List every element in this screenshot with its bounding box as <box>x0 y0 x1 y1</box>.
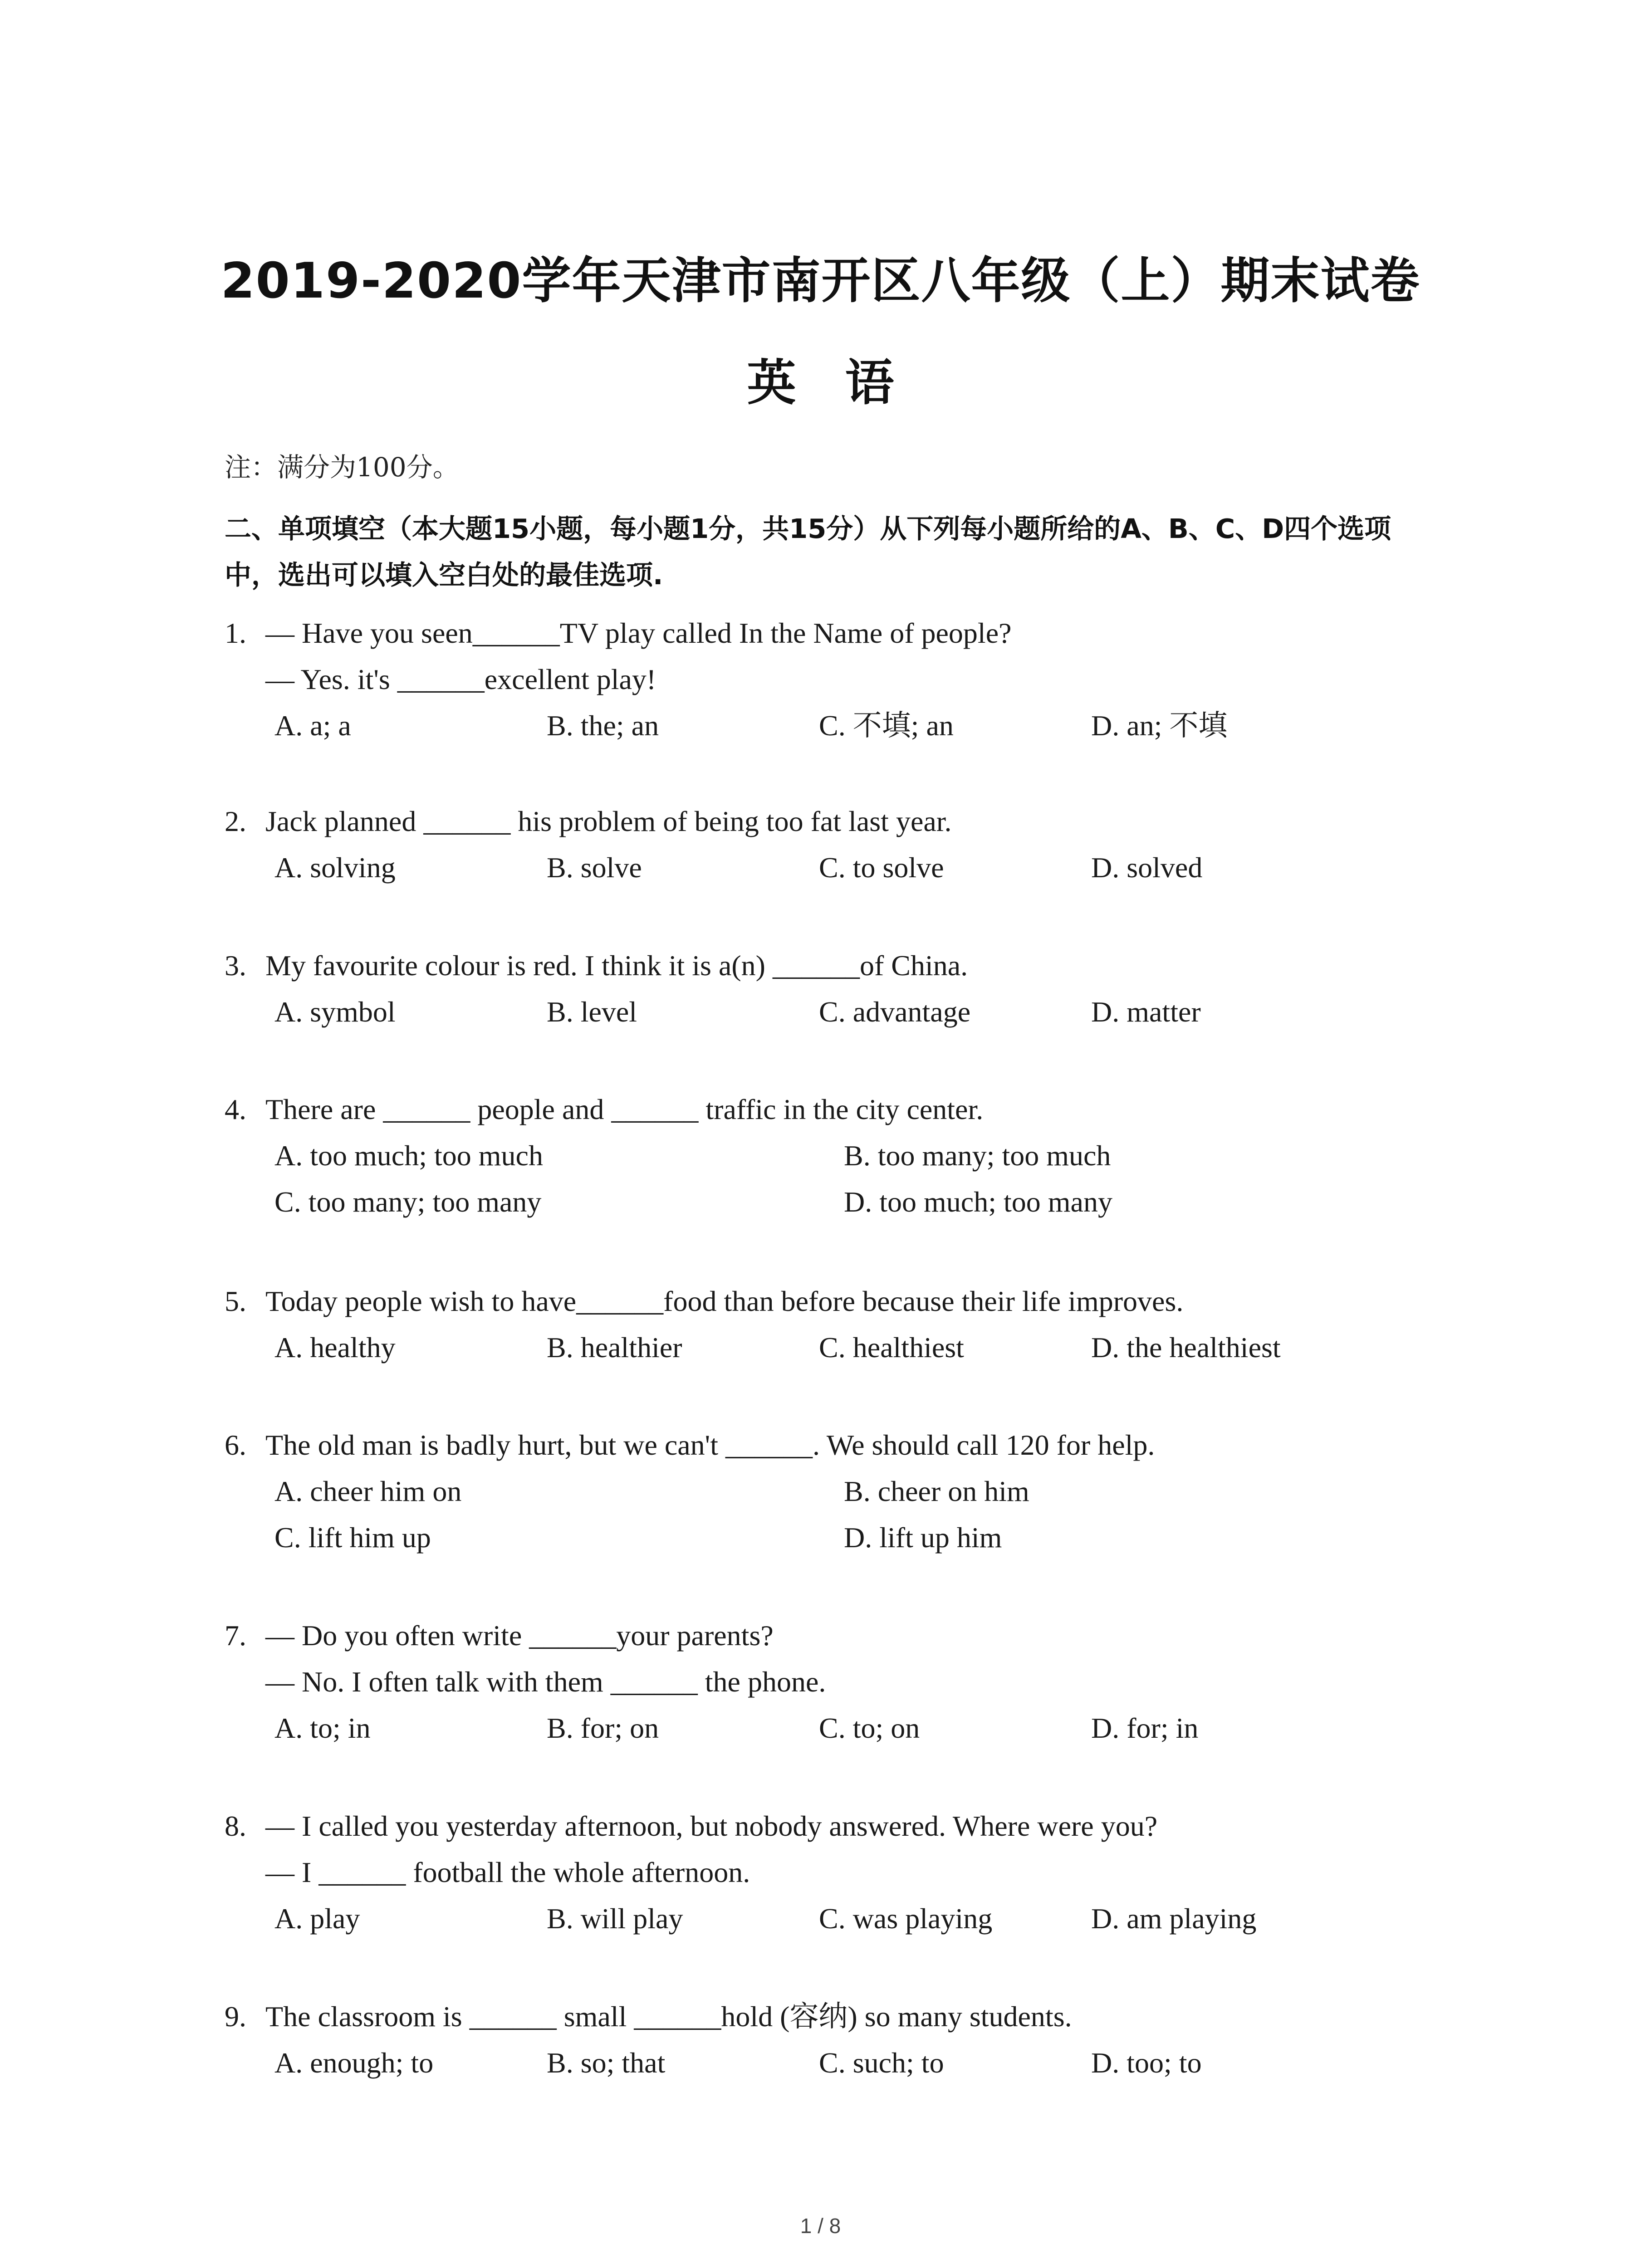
question-stem <box>225 1994 1450 2040</box>
question-stem <box>225 943 1450 989</box>
question-stem <box>225 1278 1450 1325</box>
option-a: A. play <box>274 1902 360 1935</box>
options-row <box>225 1705 1450 1751</box>
options-row <box>225 703 1450 749</box>
option-c: C. too many; too many <box>274 1186 542 1218</box>
option-b: B. too many; too much <box>844 1139 1111 1172</box>
question-text: Jack planned ______ his problem of being too fat last year. <box>265 805 952 837</box>
question-5 <box>225 1278 1450 1371</box>
option-c: C. lift him up <box>274 1521 431 1554</box>
option-d: D. matter <box>1091 996 1201 1028</box>
options-row <box>225 1468 1450 1515</box>
question-text: — Yes. it's ______excellent play! <box>265 663 656 695</box>
question-3 <box>225 943 1450 1035</box>
option-d: D. for; in <box>1091 1712 1199 1744</box>
question-number: 7. <box>225 1619 246 1652</box>
question-text: The old man is badly hurt, but we can't ______. We should call 120 for help. <box>265 1429 1155 1461</box>
option-a: A. symbol <box>274 996 396 1028</box>
question-number: 6. <box>225 1429 246 1461</box>
question-9 <box>225 1994 1450 2086</box>
option-d: D. lift up him <box>844 1521 1002 1554</box>
options-row <box>225 1896 1450 1942</box>
option-b: B. for; on <box>547 1712 659 1744</box>
question-number: 9. <box>225 2000 246 2033</box>
option-c: C. to; on <box>819 1712 920 1744</box>
option-d: D. an; 不填 <box>1091 709 1228 742</box>
question-number: 8. <box>225 1810 246 1842</box>
question-text: Today people wish to have______food than before because their life improves. <box>265 1285 1184 1317</box>
question-stem <box>225 1613 1450 1659</box>
option-a: A. too much; too much <box>274 1139 543 1172</box>
question-4 <box>225 1086 1450 1225</box>
option-d: D. too; to <box>1091 2047 1202 2079</box>
option-b: B. so; that <box>547 2047 666 2079</box>
question-number: 2. <box>225 805 246 837</box>
question-text: — I ______ football the whole afternoon. <box>265 1856 750 1888</box>
section-instruction: 二、单项填空（本大题15小题，每小题1分，共15分）从下列每小题所给的A、B、C、D四个选项中，选出可以填入空白处的最佳选项. <box>225 513 1391 591</box>
question-number: 3. <box>225 949 246 982</box>
option-b: B. cheer on him <box>844 1475 1029 1507</box>
option-c: C. healthiest <box>819 1331 964 1364</box>
question-stem <box>225 1086 1450 1133</box>
option-a: A. solving <box>274 851 396 884</box>
options-row <box>225 1325 1450 1371</box>
option-a: A. a; a <box>274 709 351 742</box>
option-b: B. healthier <box>547 1331 682 1364</box>
question-stem <box>225 1803 1450 1849</box>
question-text: — I called you yesterday afternoon, but nobody answered. Where were you? <box>265 1810 1158 1842</box>
option-c: C. advantage <box>819 996 971 1028</box>
page-number: 1 / 8 <box>800 2214 841 2238</box>
question-number: 1. <box>225 617 246 649</box>
option-a: A. enough; to <box>274 2047 434 2079</box>
question-text: My favourite colour is red. I think it is a(n) ______of China. <box>265 949 968 982</box>
options-row <box>225 1179 1450 1225</box>
question-text: — Do you often write ______your parents? <box>265 1619 774 1652</box>
options-row <box>225 989 1450 1035</box>
option-b: B. solve <box>547 851 642 884</box>
exam-title: 2019-2020学年天津市南开区八年级（上）期末试卷 <box>220 253 1421 309</box>
question-stem <box>225 610 1450 656</box>
option-a: A. healthy <box>274 1331 396 1364</box>
option-b: B. level <box>547 996 637 1028</box>
question-8 <box>225 1803 1450 1942</box>
options-row <box>225 1515 1450 1561</box>
question-1 <box>225 610 1450 749</box>
option-d: D. solved <box>1091 851 1203 884</box>
question-stem <box>225 1422 1450 1468</box>
option-c: C. 不填; an <box>819 709 954 742</box>
subject-title: 英 语 <box>747 355 894 411</box>
option-b: B. will play <box>547 1902 683 1935</box>
score-note: 注：满分为100分。 <box>225 452 459 483</box>
question-7 <box>225 1613 1450 1751</box>
question-text: — No. I often talk with them ______ the phone. <box>265 1666 826 1698</box>
question-number: 4. <box>225 1093 246 1125</box>
question-6 <box>225 1422 1450 1561</box>
options-row <box>225 845 1450 891</box>
option-b: B. the; an <box>547 709 659 742</box>
question-number: 5. <box>225 1285 246 1317</box>
option-d: D. am playing <box>1091 1902 1257 1935</box>
question-text: — Have you seen______TV play called In the Name of people? <box>265 617 1012 649</box>
option-a: A. cheer him on <box>274 1475 462 1507</box>
option-c: C. to solve <box>819 851 944 884</box>
question-2 <box>225 798 1450 891</box>
options-row <box>225 2040 1450 2086</box>
question-text: There are ______ people and ______ traffic in the city center. <box>265 1093 984 1125</box>
option-c: C. such; to <box>819 2047 944 2079</box>
question-text: The classroom is ______ small ______hold (容纳) so many students. <box>265 2000 1072 2033</box>
option-d: D. the healthiest <box>1091 1331 1281 1364</box>
option-d: D. too much; too many <box>844 1186 1112 1218</box>
option-a: A. to; in <box>274 1712 371 1744</box>
option-c: C. was playing <box>819 1902 993 1935</box>
options-row <box>225 1133 1450 1179</box>
question-stem <box>225 798 1450 845</box>
